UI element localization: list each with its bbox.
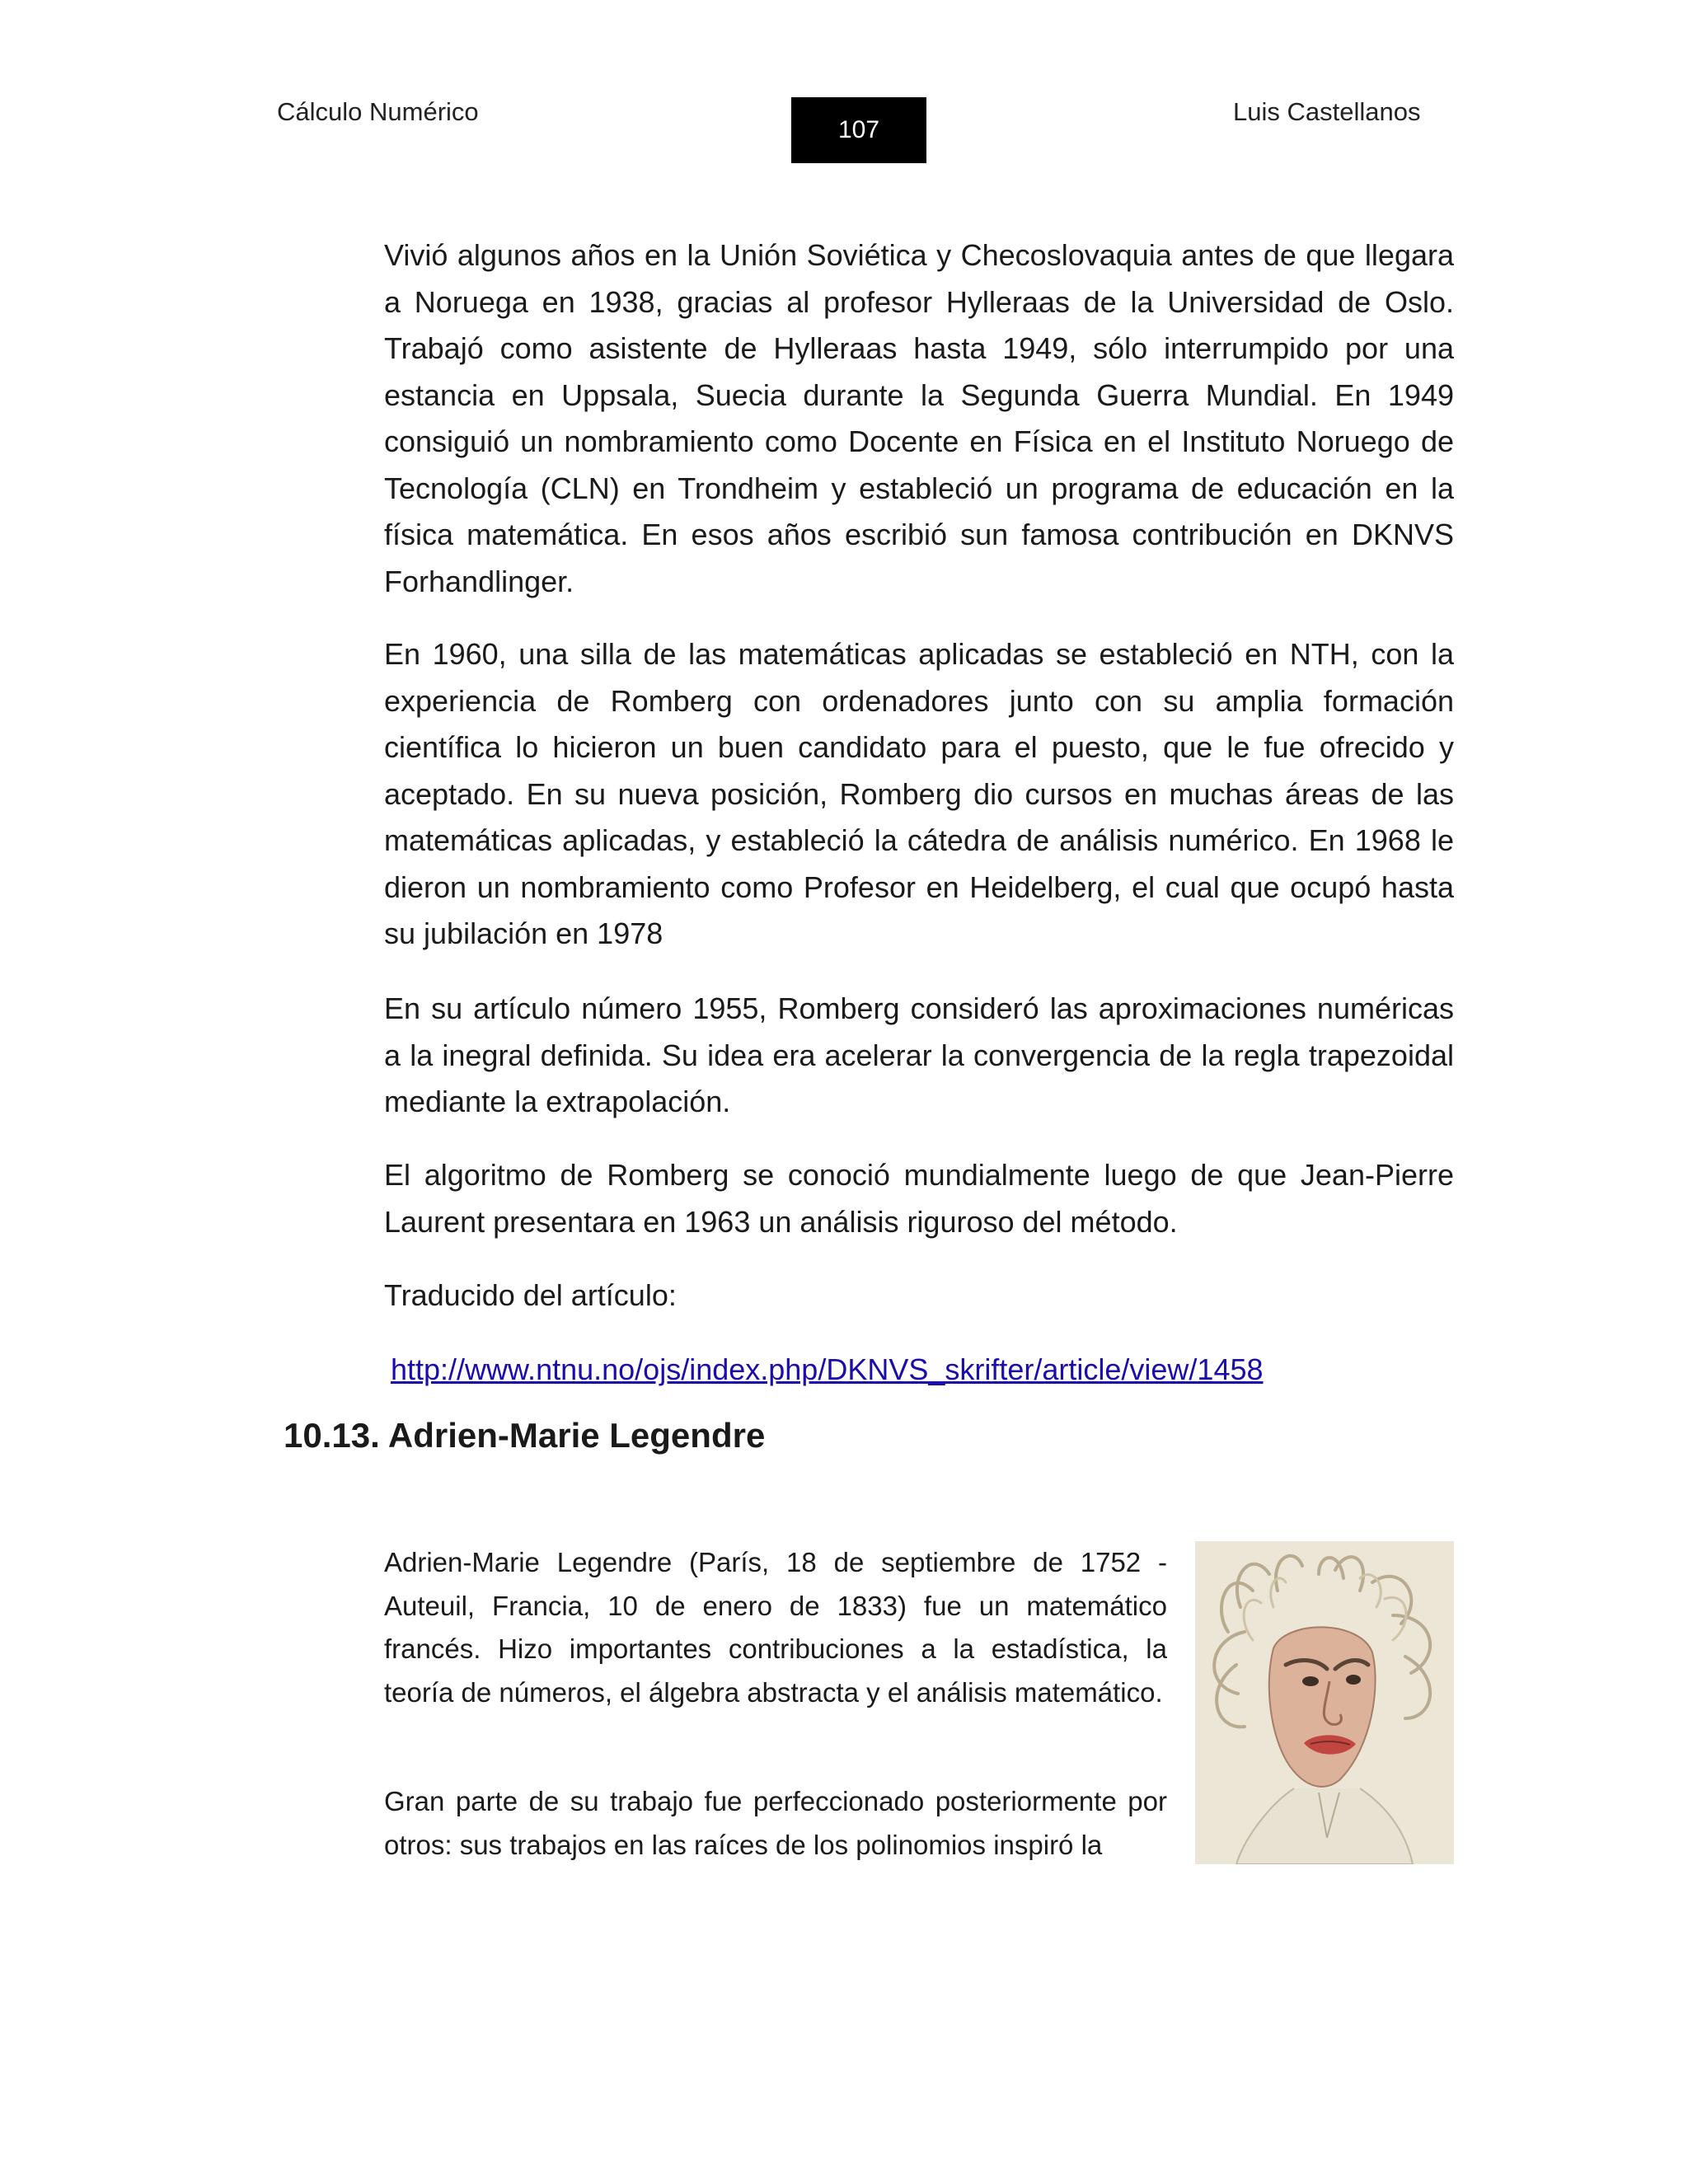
body-paragraph: En 1960, una silla de las matemáticas aplicadas se estableció en NTH, con la experiencia de Romberg con ordenadores junto con su amplia formación científica lo hicieron un buen candidato para el puesto, que le fue ofrecido y aceptado. En su nueva posición, Romberg dio cursos en muchas áreas de las matemáticas aplicadas, y estableció la cátedra de análisis numérico. En 1968 le dieron un nombramiento como Profesor en Heidelberg, el cual que ocupó hasta su jubilación en 1978 bbox=[384, 637, 1454, 950]
page-number-box bbox=[791, 97, 926, 163]
section-heading: 10.13. Adrien-Marie Legendre bbox=[284, 1416, 766, 1455]
header-author: Luis Castellanos bbox=[1233, 97, 1421, 126]
body-paragraph: Vivió algunos años en la Unión Soviética y Checoslovaquia antes de que llegara a Noruega en 1938, gracias al profesor Hylleraas de la Universidad de Oslo. Trabajó como asistente de Hylleraas hasta 1949, sólo interrumpido por una estancia en Uppsala, Suecia durante la Segunda Guerra Mundial. En 1949 consiguió un nombramiento como Docente en Física en el Instituto Noruego de Tecnología (CLN) en Trondheim y estableció un programa de educación en la física matemática. En esos años escribió sun famosa contribución en DKNVS Forhandlinger. bbox=[384, 238, 1454, 598]
legendre-portrait-image bbox=[1195, 1541, 1454, 1864]
page-number: 107 bbox=[837, 116, 880, 143]
source-article-link[interactable]: http://www.ntnu.no/ojs/index.php/DKNVS_skrifter/article/view/1458 bbox=[391, 1352, 1264, 1386]
body-paragraph: En su artículo número 1955, Romberg consideró las aproximaciones numéricas a la inegral definida. Su idea era acelerar la convergencia de la regla trapezoidal mediante la extrapolación. bbox=[384, 991, 1454, 1118]
body-paragraph: El algoritmo de Romberg se conoció mundialmente luego de que Jean-Pierre Laurent presentara en 1963 un análisis riguroso del método. bbox=[384, 1158, 1454, 1239]
legendre-paragraph: Adrien-Marie Legendre (París, 18 de septiembre de 1752 - Auteuil, Francia, 10 de enero de 1833) fue un matemático francés. Hizo importantes contribuciones a la estadística, la teoría de números, el álgebra abstracta y el análisis matemático. bbox=[384, 1547, 1167, 1708]
translation-note: Traducido del artículo: bbox=[384, 1278, 677, 1312]
legendre-paragraph: Gran parte de su trabajo fue perfeccionado posteriormente por otros: sus trabajos en las raíces de los polinomios inspiró la bbox=[384, 1786, 1167, 1860]
header-book-title: Cálculo Numérico bbox=[277, 97, 479, 126]
